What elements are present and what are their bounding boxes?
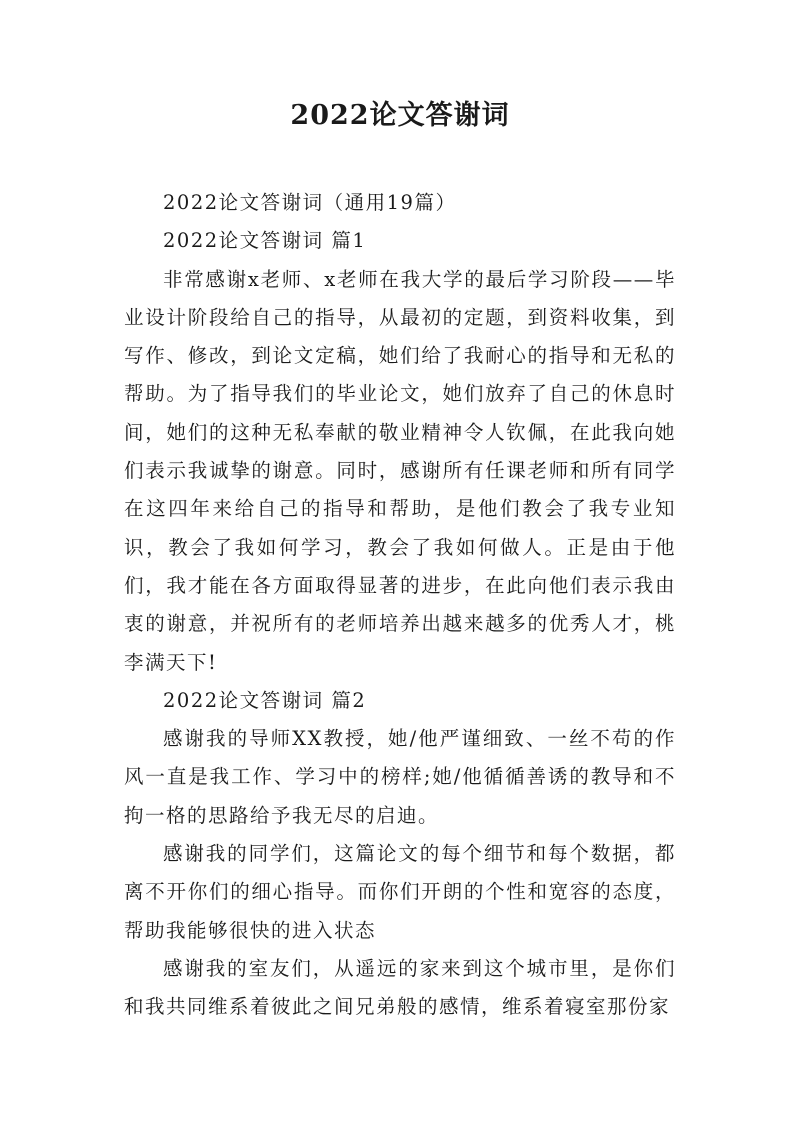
section-heading-1: 2022论文答谢词 篇1 — [163, 229, 367, 253]
body-paragraph: 感谢我的室友们，从遥远的家来到这个城市里，是你们和我共同维系着彼此之间兄弟般的感情，维系着寝室那份家 — [124, 956, 676, 1019]
body-paragraph: 非常感谢x老师、x老师在我大学的最后学习阶段——毕业设计阶段给自己的指导，从最初的定题，到资料收集，到写作、修改，到论文定稿，她们给了我耐心的指导和无私的帮助。为了指导我们的毕业论文，她们放弃了自己的休息时间，她们的这种无私奉献的敬业精神令人钦佩，在此我向她们表示我诚挚的谢意。同时，感谢所有任课老师和所有同学在这四年来给自己的指导和帮助，是他们教会了我专业知识，教会了我如何学习，教会了我如何做人。正是由于他们，我才能在各方面取得显著的进步，在此向他们表示我由衷的谢意，并祝所有的老师培养出越来越多的优秀人才，桃李满天下! — [124, 267, 676, 674]
section-heading-2: 2022论文答谢词 篇2 — [163, 688, 367, 712]
body-paragraph: 感谢我的导师XX教授，她/他严谨细致、一丝不苟的作风一直是我工作、学习中的榜样;她/他循循善诱的教导和不拘一格的思路给予我无尽的启迪。 — [124, 727, 676, 827]
subtitle-paragraph: 2022论文答谢词（通用19篇） — [163, 191, 457, 214]
document-body — [124, 184, 676, 1027]
body-paragraph: 感谢我的同学们，这篇论文的每个细节和每个数据，都离不开你们的细心指导。而你们开朗的个性和宽容的态度，帮助我能够很快的进入状态 — [124, 842, 676, 942]
document-title: 2022论文答谢词 — [290, 100, 510, 131]
